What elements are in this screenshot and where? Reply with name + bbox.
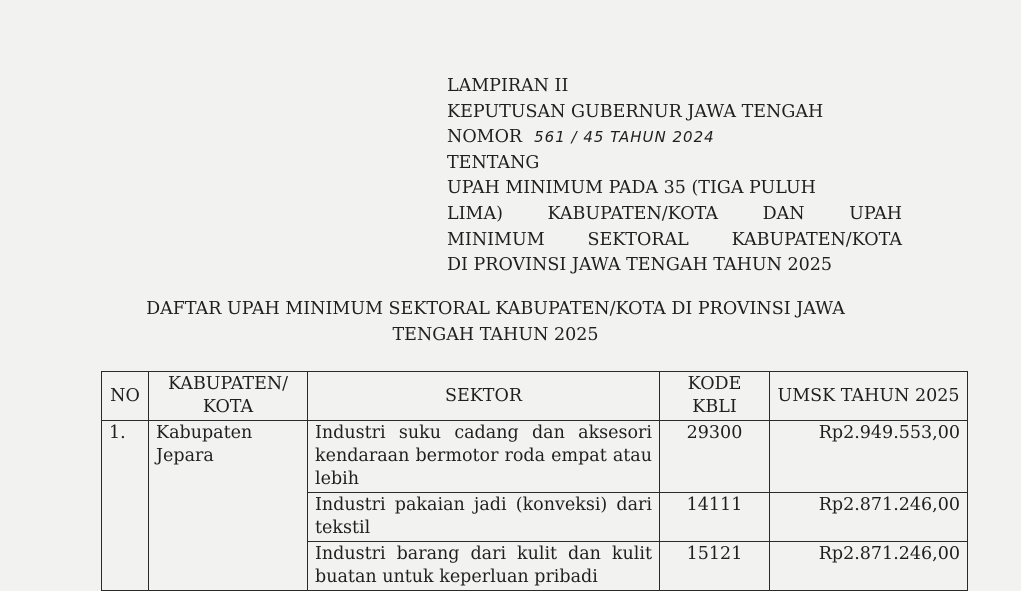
header-nomor — [447, 125, 902, 151]
header-body-line-3: MINIMUM SEKTORAL KABUPATEN/KOTA — [447, 229, 902, 250]
cell-kode: 14111 — [660, 493, 770, 542]
document-header — [447, 74, 902, 279]
header-no: NO — [102, 372, 149, 421]
cell-umsk: Rp2.871.246,00 — [770, 542, 968, 591]
cell-kabupaten: Kabupaten Jepara — [149, 421, 308, 591]
table-row — [102, 421, 968, 493]
header-body-line-4: DI PROVINSI JAWA TENGAH TAHUN 2025 — [447, 255, 833, 276]
nomor-handwritten: 561 / 45 TAHUN 2024 — [534, 128, 715, 147]
nomor-label: NOMOR — [447, 127, 523, 148]
table-header-row — [102, 372, 968, 421]
title-line-2: TENGAH TAHUN 2025 — [392, 325, 599, 345]
header-kabupaten: KABUPATEN/ KOTA — [149, 372, 308, 421]
header-body-line-1: UPAH MINIMUM PADA 35 (TIGA PULUH — [447, 178, 816, 199]
header-umsk: UMSK TAHUN 2025 — [770, 372, 968, 421]
cell-sektor: Industri suku cadang dan aksesori kendaraan bermotor roda empat atau lebih — [308, 421, 660, 493]
document-title — [98, 296, 893, 348]
header-kode: KODE KBLI — [660, 372, 770, 421]
cell-sektor: Industri barang dari kulit dan kulit buatan untuk keperluan pribadi — [308, 542, 660, 591]
header-body-line-2: LIMA) KABUPATEN/KOTA DAN UPAH — [447, 203, 902, 224]
cell-no: 1. — [102, 421, 149, 591]
umsk-table — [101, 371, 968, 591]
cell-sektor: Industri pakaian jadi (konveksi) dari tekstil — [308, 493, 660, 542]
cell-kode: 15121 — [660, 542, 770, 591]
title-line-1: DAFTAR UPAH MINIMUM SEKTORAL KABUPATEN/KOTA DI PROVINSI JAWA — [146, 299, 845, 319]
cell-kode: 29300 — [660, 421, 770, 493]
cell-umsk: Rp2.949.553,00 — [770, 421, 968, 493]
header-lampiran: LAMPIRAN II — [447, 76, 569, 96]
cell-umsk: Rp2.871.246,00 — [770, 493, 968, 542]
header-sektor: SEKTOR — [308, 372, 660, 421]
header-keputusan: KEPUTUSAN GUBERNUR JAWA TENGAH — [447, 101, 824, 122]
header-tentang: TENTANG — [447, 152, 540, 173]
